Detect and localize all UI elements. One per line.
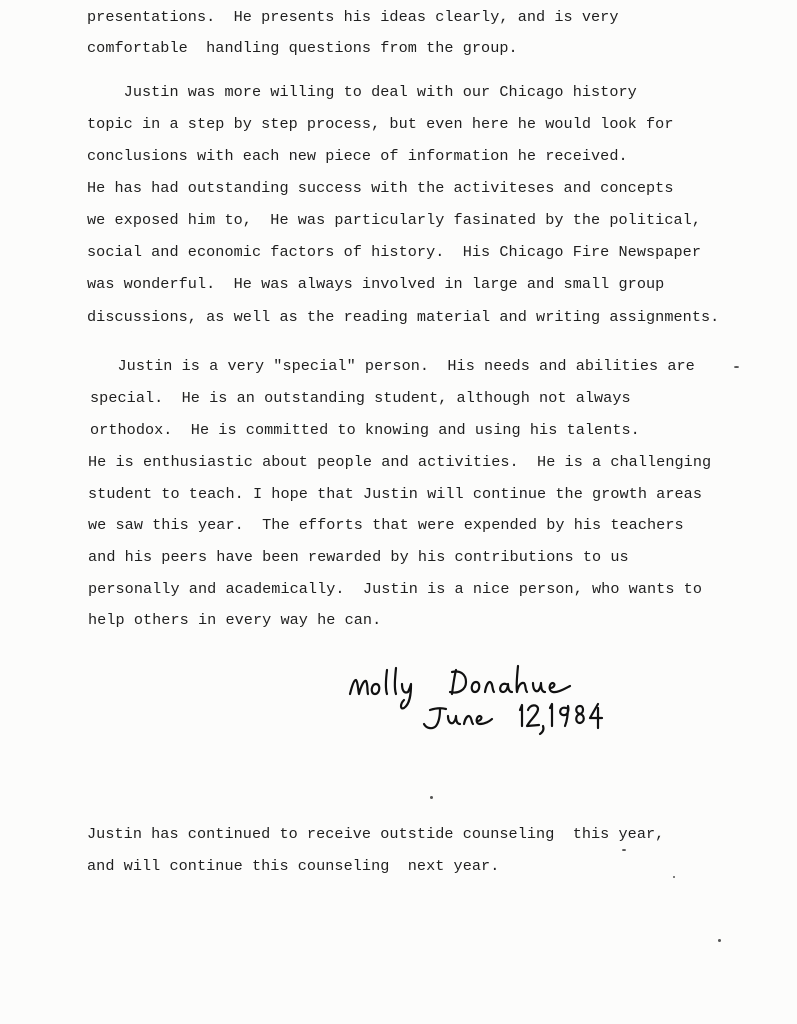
body-text-line: we saw this year. The efforts that were expended by his teachers [88, 516, 684, 534]
body-text-line: help others in every way he can. [88, 611, 382, 629]
scan-speck [734, 366, 739, 368]
scan-speck [673, 876, 675, 878]
body-text-line: conclusions with each new piece of information he received. [87, 147, 628, 165]
body-text-line: comfortable handling questions from the group. [87, 39, 518, 57]
body-text-line: topic in a step by step process, but even here he would look for [87, 115, 674, 133]
body-text-line: Justin was more willing to deal with our Chicago history [87, 83, 637, 101]
body-text-line: Justin is a very "special" person. His needs and abilities are [90, 357, 695, 375]
postscript-line: Justin has continued to receive outstide counseling this year, [87, 825, 665, 843]
body-text-line: social and economic factors of history. His Chicago Fire Newspaper [87, 243, 701, 261]
handwritten-signature [340, 658, 640, 738]
body-text-line: special. He is an outstanding student, although not always [90, 389, 631, 407]
body-text-line: orthodox. He is committed to knowing and using his talents. [90, 421, 640, 439]
scan-speck [718, 939, 721, 942]
body-text-line: we exposed him to, He was particularly fasinated by the political, [87, 211, 701, 229]
body-text-line: He has had outstanding success with the activiteses and concepts [87, 179, 674, 197]
scan-speck [430, 796, 433, 799]
body-text-line: was wonderful. He was always involved in large and small group [87, 275, 665, 293]
body-text-line: student to teach. I hope that Justin will continue the growth areas [88, 485, 702, 503]
body-text-line: and his peers have been rewarded by his contributions to us [88, 548, 629, 566]
body-text-line: personally and academically. Justin is a nice person, who wants to [88, 580, 702, 598]
signature-drawing [340, 658, 640, 738]
postscript-line: and will continue this counseling next year. [87, 857, 500, 875]
scan-speck [622, 849, 626, 851]
body-text-line: He is enthusiastic about people and activities. He is a challenging [88, 453, 712, 471]
body-text-line: presentations. He presents his ideas clearly, and is very [87, 8, 619, 26]
body-text-line: discussions, as well as the reading material and writing assignments. [87, 308, 720, 326]
